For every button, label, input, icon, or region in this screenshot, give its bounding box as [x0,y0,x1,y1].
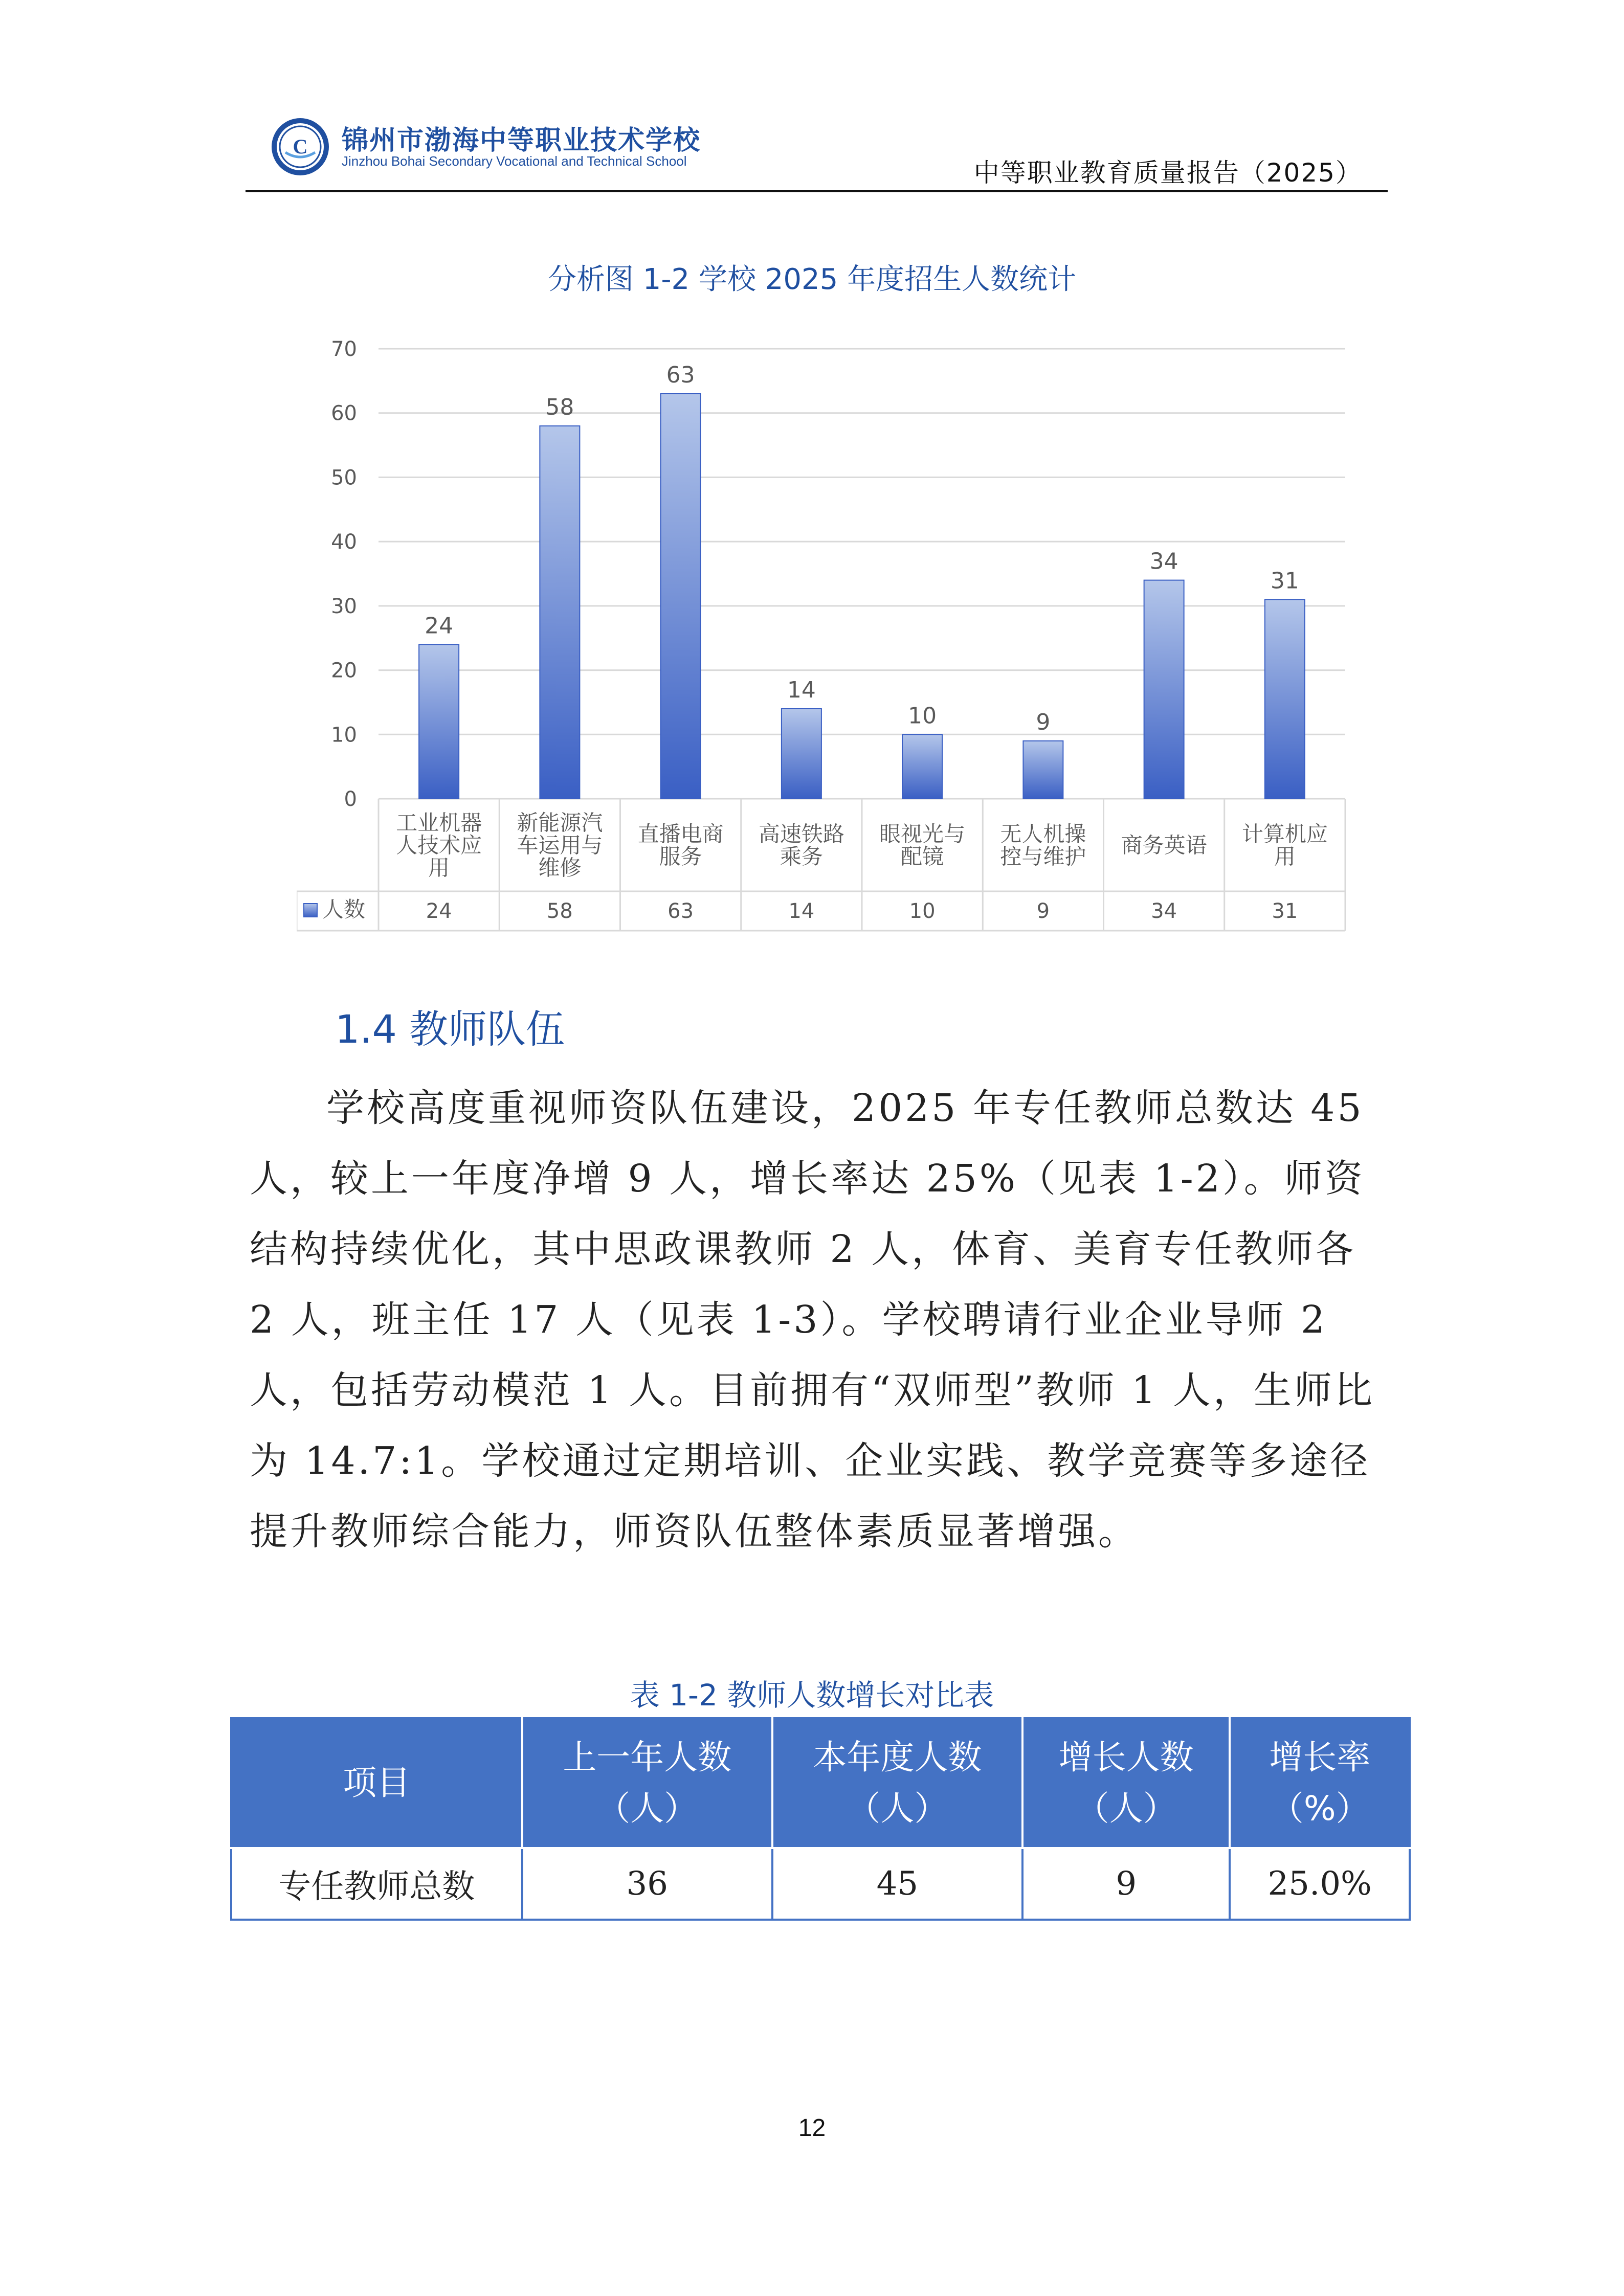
report-title: 中等职业教育质量报告（2025） [973,158,1362,188]
table-value: 10 [909,899,936,923]
header-unit: （人） [596,1789,698,1828]
bar-value-label: 9 [1036,709,1051,735]
y-tick-label: 0 [344,787,357,811]
bar [419,644,459,799]
section-heading: 1.4 教师队伍 [335,1006,565,1052]
category-label: 直播电商 [637,821,724,847]
bar-value-label: 63 [666,362,695,388]
table-cell: 专任教师总数 [231,1848,522,1920]
bar-value-label: 31 [1270,568,1299,594]
category-label: 高速铁路 [758,821,844,847]
table-cell: 25.0% [1230,1848,1410,1920]
y-tick-label: 60 [331,401,357,425]
category-label: 眼视光与 [879,821,966,847]
bar [540,426,580,799]
school-name-en: Jinzhou Bohai Secondary Vocational and Technical School [342,153,687,169]
bar-value-label: 10 [908,703,937,729]
y-tick-label: 10 [331,723,357,747]
figure-caption: 分析图 1-2 学校 2025 年度招生人数统计 [547,263,1077,296]
header-line: 本年度人数 [813,1738,982,1777]
header-line: 增长率 [1269,1738,1371,1777]
y-tick-label: 70 [331,337,357,361]
table-value: 14 [788,899,815,923]
header-cell-this-year [772,1718,1022,1848]
table-cell: 45 [772,1848,1022,1920]
legend-label: 人数 [322,897,366,922]
category-label: 用 [1274,844,1296,869]
table-value: 24 [426,899,452,923]
page-number: 12 [798,2114,826,2142]
category-label: 商务英语 [1121,832,1207,858]
table-cell: 9 [1022,1848,1230,1920]
header-cell-growth-rate [1230,1718,1410,1848]
table-caption: 表 1-2 教师人数增长对比表 [630,1678,994,1713]
table-value: 34 [1151,899,1177,923]
header-unit: （人） [1075,1789,1177,1828]
svg-text:C: C [293,135,308,158]
bar-value-label: 14 [787,677,816,703]
header-line: 增长人数 [1058,1738,1194,1777]
header-line: 项目 [343,1763,411,1803]
enrollment-bar-chart [297,327,1355,941]
category-label: 工业机器 [396,810,482,836]
category-label: 维修 [538,855,582,881]
category-label: 乘务 [780,844,823,869]
header-cell-growth [1022,1718,1230,1848]
bar [661,394,701,799]
category-label: 配镜 [901,844,944,869]
table-value: 31 [1272,899,1298,923]
table-cell: 36 [522,1848,772,1920]
legend-swatch [304,904,317,917]
table-header-row [231,1718,1410,1848]
category-label: 车运用与 [517,832,603,858]
bar [1144,580,1184,799]
bar-value-label: 34 [1149,548,1178,575]
school-logo [270,117,330,177]
header-divider [246,190,1388,192]
header-unit: （人） [847,1789,948,1828]
table-row [231,1848,1410,1920]
header-cell-prev-year [522,1718,772,1848]
bar-value-label: 58 [545,394,574,420]
y-tick-label: 20 [331,659,357,683]
table-value: 9 [1036,899,1050,923]
category-label: 用 [428,855,450,881]
y-tick-label: 30 [331,594,357,618]
header-cell-item [231,1718,522,1848]
category-label: 新能源汽 [517,810,603,836]
category-label: 人技术应 [396,832,482,858]
teacher-growth-table [230,1717,1411,1921]
y-tick-label: 40 [331,530,357,554]
table-value: 58 [546,899,573,923]
body-paragraph: 学校高度重视师资队伍建设，2025 年专任教师总数达 45 人，较上一年度净增 9 人，增长率达 25%（见表 1-2）。师资结构持续优化，其中思政课教师 2 人，体育、美育专任教师各 2 人，班主任 17 人（见表 1-3）。学校聘请行业企业导师 2 人，包括劳动模范 1 人。目前拥有“双师型”教师 1 人，生师比为 14.7:1。学校通过定期培训、企业实践、教学竞赛等多途径提升教师综合能力，师资队伍整体素质显著增强。 [250,1086,1375,1554]
y-tick-label: 50 [331,466,357,490]
table-value: 63 [668,899,694,923]
bar [902,734,942,799]
header-unit: （%） [1270,1789,1370,1828]
category-label: 无人机操 [1000,821,1086,847]
bar-value-label: 24 [425,613,454,639]
bar [1265,599,1305,799]
header-line: 上一年人数 [563,1738,732,1777]
category-label: 服务 [659,844,702,869]
bar [782,709,821,799]
category-label: 计算机应 [1241,821,1328,847]
school-name-cn: 锦州市渤海中等职业技术学校 [342,125,701,156]
bar [1023,741,1063,799]
category-label: 控与维护 [1000,844,1086,869]
